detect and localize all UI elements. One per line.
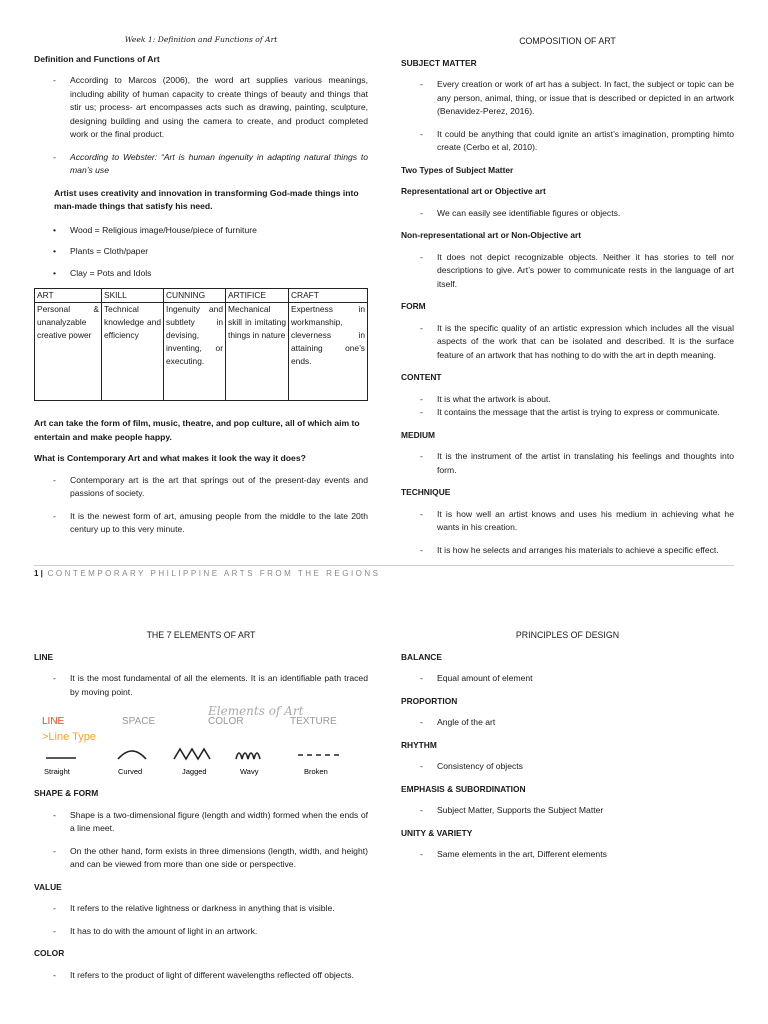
proportion-heading: PROPORTION	[401, 695, 458, 706]
curved-line-sample	[118, 751, 146, 759]
art-terms-table	[34, 288, 368, 401]
figure-label-space: SPACE	[122, 716, 156, 727]
color-heading: COLOR	[34, 948, 65, 958]
table-cell: Technical knowledge and efficiency	[102, 303, 164, 401]
wavy-line-sample	[236, 753, 260, 759]
list-item: - Contemporary art is the art that springs out of the present-day events and passions of society.	[34, 474, 368, 501]
type-label-wavy: Wavy	[240, 767, 259, 776]
film-statement: Art can take the form of film, music, theatre, and pop culture, all of which aim to entertain and make people happy.	[34, 418, 360, 442]
subject-matter-heading: SUBJECT MATTER	[401, 57, 477, 68]
figure-label-line: LINE	[42, 716, 65, 727]
list-item: - Equal amount of element	[401, 672, 734, 686]
balance-list	[401, 672, 734, 686]
list-item: - It is how well an artist knows and uses his medium in achieving what he wants in his creation.	[401, 508, 734, 535]
line-list	[34, 672, 368, 699]
list-item: - It contains the message that the artist is trying to express or communicate.	[401, 406, 734, 420]
color-list	[34, 969, 368, 983]
list-item: - It is the specific quality of an artistic expression which includes all the visual aspects of the work that can be isolated and described. It is the surface feature of an artwork that has nothing to do with the art in depth meaning.	[401, 322, 734, 363]
list-item: - It does not depict recognizable objects. Neither it has stories to tell nor descriptions to give. Art’s power to communicate rests in the language of art itself.	[401, 251, 734, 292]
nonrep-heading: Non-representational art or Non-Objective art	[401, 230, 582, 240]
list-item: - It is the instrument of the artist in translating his feelings and thoughts into form.	[401, 450, 734, 477]
emphasis-list	[401, 804, 734, 818]
list-item: - Every creation or work of art has a subject. In fact, the subject or topic can be any person, animal, thing, or issue that is described or depicted in an artwork (Benavidez-Perez, 2016).	[401, 78, 734, 119]
table-header: CUNNING	[164, 289, 226, 303]
two-types-heading: Two Types of Subject Matter	[401, 164, 514, 175]
shape-form-heading: SHAPE & FORM	[34, 788, 99, 798]
line-types-figure	[34, 703, 368, 779]
table-header-row	[35, 289, 368, 303]
page2-right-column	[401, 629, 734, 871]
table-cell: Expertness in workmanship, cleverness in attaining one’s ends.	[289, 303, 368, 401]
bullet-list	[34, 224, 368, 281]
line-heading: LINE	[34, 651, 54, 662]
page2-left-column	[34, 629, 368, 991]
content-list	[401, 393, 734, 420]
type-label-straight: Straight	[44, 767, 70, 776]
principles-header: PRINCIPLES OF DESIGN	[515, 630, 620, 640]
list-item: - Angle of the art	[401, 716, 734, 730]
list-item: • Wood = Religious image/House/piece of furniture	[34, 224, 368, 238]
unity-heading: UNITY & VARIETY	[401, 827, 473, 838]
section-title: Definition and Functions of Art	[34, 53, 160, 64]
balance-heading: BALANCE	[401, 651, 442, 662]
page-number: 1 |	[34, 569, 43, 578]
page1-header: Week 1: Definition and Functions of Art	[124, 35, 278, 44]
table-cell: Personal & unanalyzable creative power	[35, 303, 102, 401]
table-row	[35, 303, 368, 401]
emphasis-heading: EMPHASIS & SUBORDINATION	[401, 783, 526, 794]
list-item: - On the other hand, form exists in three dimensions (length, width, and height) and can be viewed from more than one side or perspective.	[34, 845, 368, 872]
type-label-broken: Broken	[304, 767, 328, 776]
medium-heading: MEDIUM	[401, 429, 435, 440]
list-item: - According to Marcos (2006), the word art supplies various meanings, including ability of human capacity to create things of beauty and things that stir us; process- art encompasses acts such as drawing, painting, sculpture, designing building and using the camera to create, and product completed work or the final product.	[34, 74, 368, 142]
contemporary-list	[34, 474, 368, 537]
shape-list	[34, 809, 368, 872]
list-item: - It could be anything that could ignite an artist’s imagination, prompting himto create (Cerbo et al, 2010).	[401, 128, 734, 155]
footer-text: CONTEMPORARY PHILIPPINE ARTS FROM THE REGIONS	[47, 569, 381, 578]
list-item: • Clay = Pots and Idols	[34, 267, 368, 281]
creativity-statement: Artist uses creativity and innovation in transforming God-made things into man-made things that satisfy his need.	[54, 187, 359, 211]
list-item: - It is what the artwork is about.	[401, 393, 734, 407]
subject-list	[401, 78, 734, 155]
list-item: - It refers to the product of light of different wavelengths reflected off objects.	[34, 969, 368, 983]
page1-right-column	[401, 35, 734, 566]
list-item: - According to Webster: “Art is human ingenuity in adapting natural things to man’s use	[34, 151, 368, 178]
proportion-list	[401, 716, 734, 730]
form-heading: FORM	[401, 301, 426, 311]
value-list	[34, 902, 368, 938]
table-header: CRAFT	[289, 289, 368, 303]
list-item: - It has to do with the amount of light in an artwork.	[34, 925, 368, 939]
list-item: - It is the newest form of art, amusing people from the middle to the late 20th century up to this very minute.	[34, 510, 368, 537]
list-item: - It refers to the relative lightness or darkness in anything that is visible.	[34, 902, 368, 916]
figure-label-color: COLOR	[208, 716, 244, 727]
table-cell: Mechanical skill in imitating things in nature	[226, 303, 289, 401]
list-item: - Same elements in the art, Different elements	[401, 848, 734, 862]
page-footer	[34, 569, 381, 578]
unity-list	[401, 848, 734, 862]
technique-heading: TECHNIQUE	[401, 487, 451, 497]
list-item: - It is the most fundamental of all the elements. It is an identifiable path traced by moving point.	[34, 672, 368, 699]
jagged-line-sample	[174, 749, 210, 759]
value-heading: VALUE	[34, 881, 62, 892]
page-divider	[34, 565, 734, 566]
table-header: ART	[35, 289, 102, 303]
table-header: ARTIFICE	[226, 289, 289, 303]
composition-header: COMPOSITION OF ART	[519, 36, 616, 46]
list-item: - It is how he selects and arranges his materials to achieve a specific effect.	[401, 544, 734, 558]
list-item: - Consistency of objects	[401, 760, 734, 774]
technique-list	[401, 508, 734, 558]
list-item: - Subject Matter, Supports the Subject Matter	[401, 804, 734, 818]
list-item: - Shape is a two-dimensional figure (length and width) formed when the ends of a line meet.	[34, 809, 368, 836]
figure-label-texture: TEXTURE	[290, 716, 337, 727]
list-item: • Plants = Cloth/paper	[34, 245, 368, 259]
rhythm-heading: RHYTHM	[401, 739, 437, 750]
contemporary-question: What is Contemporary Art and what makes it look the way it does?	[34, 453, 306, 463]
table-cell: Ingenuity and subtlety in devising, inventing, or executing.	[164, 303, 226, 401]
form-list	[401, 322, 734, 363]
list-item: - We can easily see identifiable figures or objects.	[401, 207, 734, 221]
type-label-curved: Curved	[118, 767, 143, 776]
representational-heading: Representational art or Objective art	[401, 186, 546, 196]
figure-script-title: Elements of Art	[208, 704, 304, 718]
representational-list	[401, 207, 734, 221]
definition-list	[34, 74, 368, 178]
table-header: SKILL	[102, 289, 164, 303]
content-heading: CONTENT	[401, 372, 442, 382]
nonrep-list	[401, 251, 734, 292]
page1-left-column	[34, 33, 368, 546]
type-label-jagged: Jagged	[182, 767, 207, 776]
figure-subtitle: >Line Type	[42, 731, 96, 743]
rhythm-list	[401, 760, 734, 774]
medium-list	[401, 450, 734, 477]
elements-header: THE 7 ELEMENTS OF ART	[146, 630, 256, 640]
